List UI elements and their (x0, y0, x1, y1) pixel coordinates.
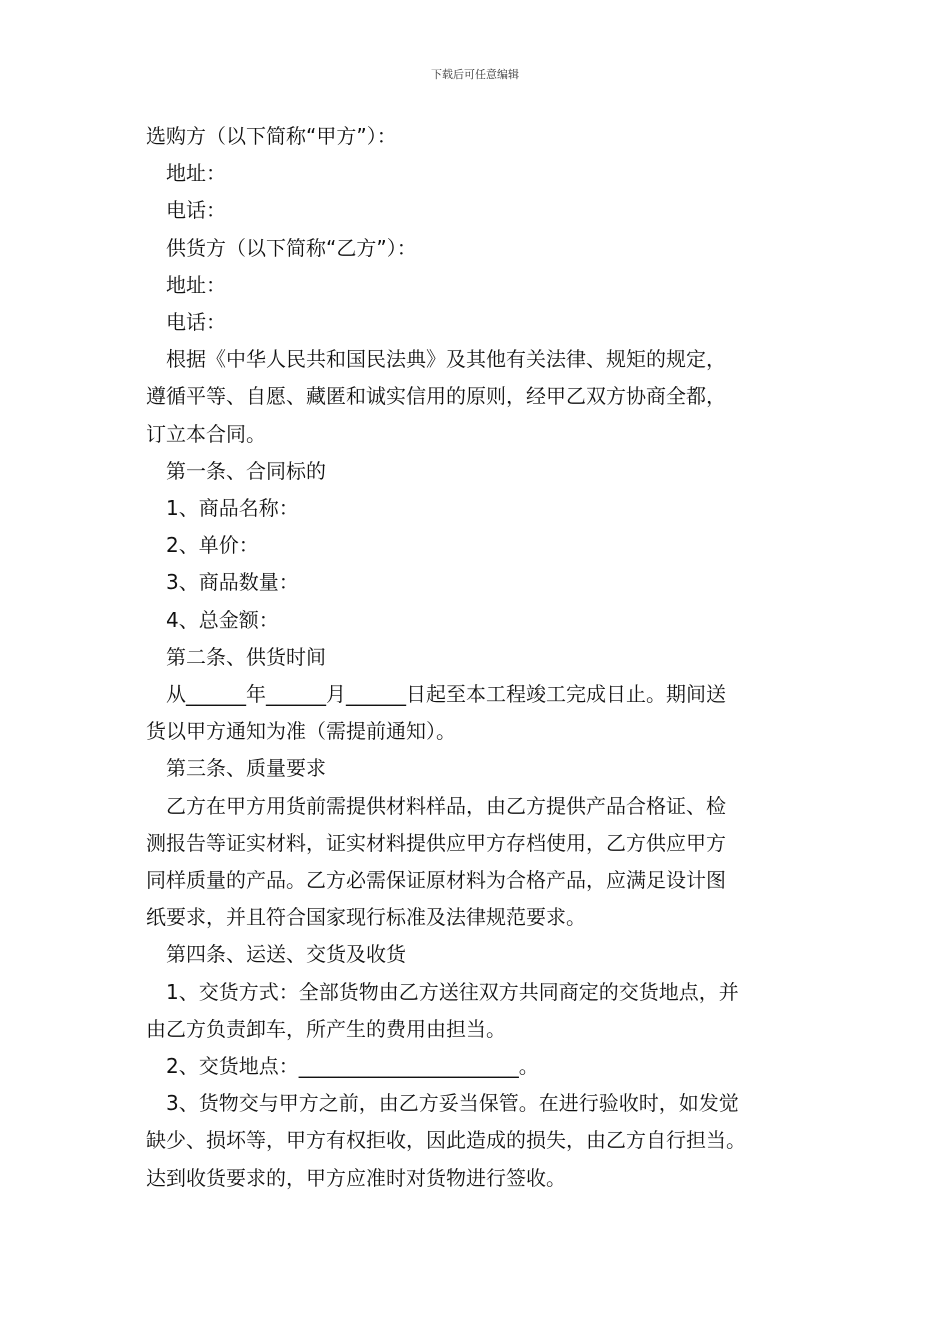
article-3-text: 同样质量的产品。乙方必需保证原材料为合格产品，应满足设计图 (146, 868, 726, 893)
article-1-item: 3、商品数量： (166, 570, 299, 595)
article-4-item: 3、货物交与甲方之前，由乙方妥当保管。在进行验收时，如发觉 (166, 1091, 739, 1116)
buyer-party-line: 选购方（以下简称“甲方”）： (146, 124, 397, 148)
article-3-text: 测报告等证实材料，证实材料提供应甲方存档使用，乙方供应甲方 (146, 830, 726, 855)
article-1-item: 1、商品名称： (166, 496, 299, 521)
article-3-text: 纸要求，并且符合国家现行标准及法律规范要求。 (146, 905, 586, 930)
article-1-heading: 第一条、合同标的 (166, 458, 326, 483)
supplier-address-line: 地址： (166, 272, 226, 297)
page-header-note: 下载后可任意编辑 (431, 68, 519, 81)
preamble-line: 根据《中华人民共和国民法典》及其他有关法律、规矩的规定， (166, 347, 726, 372)
supplier-party-line: 供货方（以下简称“乙方”）： (166, 235, 417, 260)
buyer-address-line: 地址： (166, 161, 226, 186)
article-4-item: 达到收货要求的，甲方应准时对货物进行签收。 (146, 1165, 566, 1190)
article-4-item: 由乙方负责卸车，所产生的费用由担当。 (146, 1016, 506, 1041)
preamble-line: 遵循平等、自愿、藏匿和诚实信用的原则，经甲乙双方协商全都， (146, 384, 726, 409)
preamble-line: 订立本合同。 (146, 421, 266, 446)
article-4-item: 缺少、损坏等，甲方有权拒收，因此造成的损失，由乙方自行担当。 (146, 1128, 746, 1153)
article-4-heading: 第四条、运送、交货及收货 (166, 942, 406, 967)
article-3-heading: 第三条、质量要求 (166, 756, 326, 781)
article-2-text: 货以甲方通知为准（需提前通知）。 (146, 719, 456, 744)
article-2-heading: 第二条、供货时间 (166, 644, 326, 669)
article-3-text: 乙方在甲方用货前需提供材料样品，由乙方提供产品合格证、检 (166, 793, 726, 818)
article-2-text: 从______年______月______日起至本工程竣工完成日止。期间送 (166, 682, 726, 707)
buyer-phone-line: 电话： (166, 198, 226, 223)
article-1-item: 2、单价： (166, 533, 259, 558)
article-1-item: 4、总金额： (166, 607, 279, 632)
article-4-item: 1、交货方式：全部货物由乙方送往双方共同商定的交货地点，并 (166, 979, 739, 1004)
article-4-item: 2、交货地点：______________________。 (166, 1054, 539, 1079)
supplier-phone-line: 电话： (166, 310, 226, 335)
contract-body (146, 118, 836, 1197)
